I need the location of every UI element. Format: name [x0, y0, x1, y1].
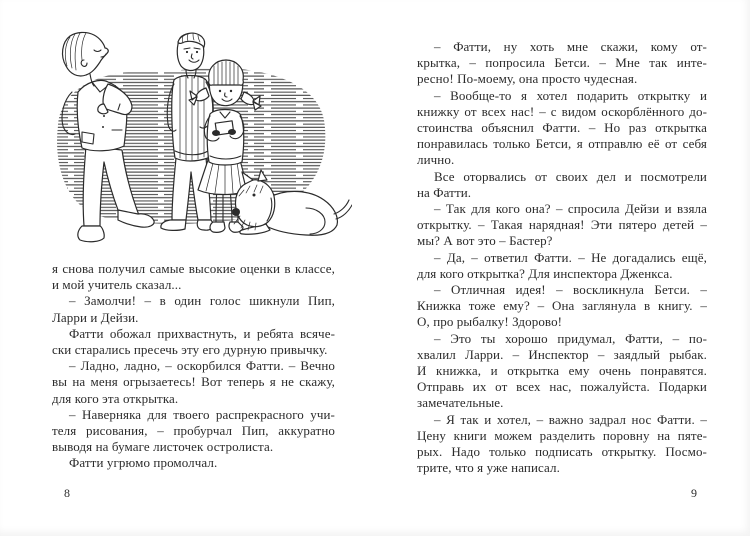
text-line: – Так для кого она? – спросила Дейзи и взяла [434, 201, 707, 217]
text-line: Фатти угрюмо промолчал. [69, 455, 218, 471]
text-line: выводя на бумаге листочек остролиста. [52, 439, 274, 455]
text-line: стоинства объяснил Фатти. – Но раз открытка [417, 120, 707, 136]
text-line: ски старались пресечь эту его дурную привычку. [52, 342, 328, 358]
text-line: И книжка, и открытка ему очень понравятся. [417, 363, 707, 379]
text-line: для кого открытка? Для инспектора Дженкса. [417, 265, 673, 281]
text-line: открытку. – Такая нарядная! Эти пятеро детей – [417, 217, 707, 233]
text-line: рых. Надо только подписать открытку. Посмо- [417, 444, 707, 460]
text-line: – Ладно, ладно, – оскорбился Фатти. – Вечно [69, 358, 335, 374]
text-line: Фатти обожал прихвастнуть, и ребята всяче- [69, 325, 335, 341]
text-line: О, про рыбалку! Здорово! [417, 314, 563, 330]
text-line: – Отличная идея! – воскликнула Бетси. – [434, 282, 707, 298]
right-page-text [417, 39, 707, 476]
page-number-left: 8 [64, 486, 70, 500]
text-line: ресно! По-моему, она просто чудесная. [417, 71, 638, 87]
text-line: трите, что я уже написал. [417, 460, 560, 476]
text-line: – Вообще-то я хотел подарить открытку и [434, 87, 707, 103]
text-line: лично. [417, 152, 455, 168]
text-line: – Замолчи! – в один голос шикнули Пип, [69, 293, 335, 309]
page-number-right: 9 [691, 486, 697, 500]
text-line: мы? А вот это – Бастер? [417, 233, 553, 249]
text-line: Цену книги можем разделить поровну на пяте- [417, 427, 707, 443]
text-line: и мой учитель сказал... [52, 277, 182, 293]
left-page-text [52, 261, 335, 472]
text-line: я снова получил самые высокие оценки в классе, [52, 261, 335, 276]
text-line: для кого эта открытка. [52, 390, 179, 406]
text-line: – Наверняка для твоего распрекрасного учи- [69, 406, 335, 422]
text-line: книжку от всех нас! – с видом оскорблённого до- [417, 103, 707, 119]
text-line: на Фатти. [417, 184, 472, 200]
text-line: Ларри и Дейзи. [52, 309, 139, 325]
text-line: – Я так и хотел, – важно задрал нос Фатти. – [434, 411, 707, 427]
text-line: – Это ты хорошо придумал, Фатти, – по- [434, 330, 707, 346]
text-line: крытка, – попросила Бетси. – Мне так инте- [417, 55, 707, 71]
text-line: Отправь их от всех нас, пожалуйста. Подарки [417, 379, 707, 395]
illustration-children-and-dog [48, 30, 352, 248]
text-line: Все оторвались от своих дел и посмотрели [434, 168, 707, 184]
text-line: теля рисования, – пробурчал Пип, аккуратно [52, 423, 335, 439]
text-line: вы на меня огрызаетесь! Вот теперь я не скажу, [52, 374, 335, 390]
text-line: хвалил Ларри. – Инспектор – заядлый рыбак. [417, 346, 707, 362]
text-line: понравилась только Бетси, я отправлю её от себя [417, 136, 707, 152]
text-line: замечательные. [417, 395, 504, 411]
text-line: – Фатти, ну хоть мне скажи, кому от- [434, 39, 707, 54]
text-line: – Да, – ответил Фатти. – Не догадались ещё, [434, 249, 707, 265]
text-line: Книжка тоже ему? – Она заглянула в книгу. – [417, 298, 707, 314]
